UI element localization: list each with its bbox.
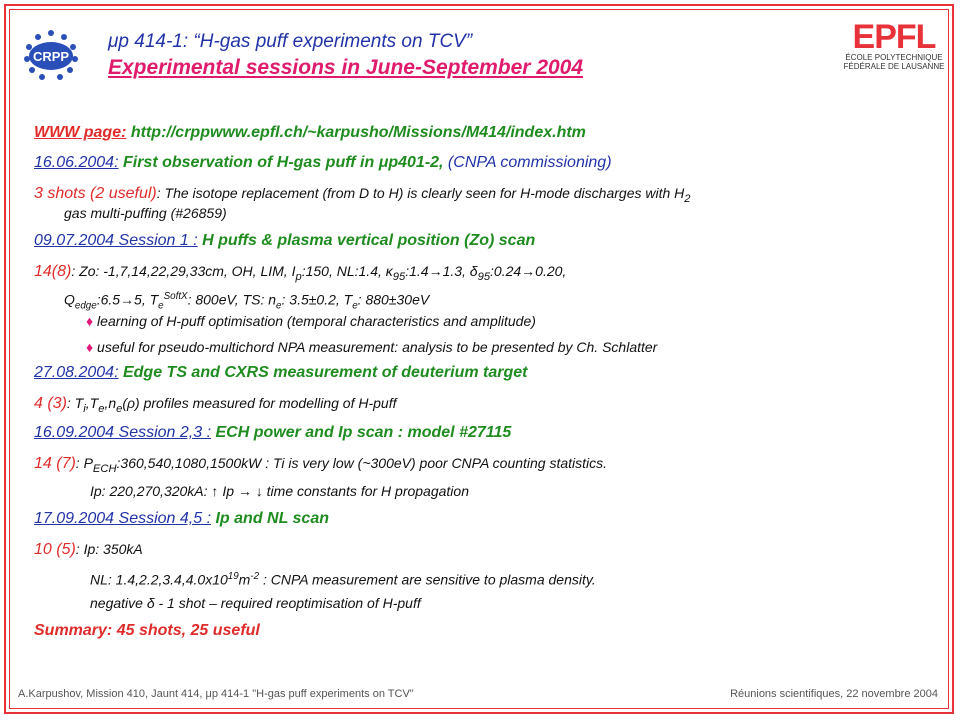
session1-params-d: :0.24→0.20, xyxy=(490,263,567,279)
session1-line xyxy=(34,231,535,251)
session23-sub: ECH xyxy=(92,463,117,476)
session1-params-a: : Zo: -1,7,14,22,29,33cm, OH, LIM, I xyxy=(71,263,296,279)
session23-text: ECH power and Ip scan : model #27115 xyxy=(211,424,512,441)
session45-negative: negative δ - 1 shot – required reoptimisation of H-puff xyxy=(90,595,421,611)
session1-q-a: Q xyxy=(64,291,75,308)
session23-params xyxy=(34,453,607,479)
session23-params-a: : P xyxy=(75,455,93,471)
date2-line xyxy=(34,363,528,383)
session45-nl xyxy=(90,567,596,590)
date2-count: 4 (3) xyxy=(34,395,67,412)
session23-params-b: :360,540,1080,1500kW : Ti is very low (~300eV) poor CNPA counting statistics. xyxy=(116,455,608,471)
bullet-2-icon: ♦ xyxy=(86,339,94,355)
title-block xyxy=(108,30,828,82)
epfl-logo-sub2: FÉDÉRALE DE LAUSANNE xyxy=(843,62,945,70)
date2-params-b: ,T xyxy=(85,395,99,411)
summary: Summary: 45 shots, 25 useful xyxy=(34,622,260,639)
session45-nl-sup: 19 xyxy=(227,571,239,582)
session1-q-sup: SoftX xyxy=(163,291,188,302)
session1-q-sub-e3: e xyxy=(352,300,358,312)
shots1-sub: 2 xyxy=(684,193,691,206)
date2-sub-e: e xyxy=(98,403,105,416)
slide-title: Experimental sessions in June-September 2004 xyxy=(108,56,584,79)
session45-label: 17.09.2004 Session 4,5 : xyxy=(34,510,212,527)
www-url[interactable]: http://crppwww.epfl.ch/~karpusho/Missions/M414/index.htm xyxy=(126,124,586,141)
date2-sub-e2: e xyxy=(116,403,123,416)
session1-label: 09.07.2004 Session 1 : xyxy=(34,232,198,249)
footer-left: A.Karpushov, Mission 410, Jaunt 414, μp 414-1 "H-gas puff experiments on TCV" xyxy=(18,688,414,700)
session45-line xyxy=(34,509,329,529)
date1-label: 16.06.2004: xyxy=(34,154,119,171)
date2-params-d: (ρ) profiles measured for modelling of H-puff xyxy=(122,395,397,411)
session45-ip: : Ip: 350kA xyxy=(75,541,143,557)
session23-ip: Ip: 220,270,320kA: ↑ Ip → ↓ time constants for H propagation xyxy=(90,483,469,499)
session1-params-b: :150, NL:1.4, κ xyxy=(301,263,393,279)
date2-sub-i: i xyxy=(83,403,86,416)
date1-text: First observation of H-gas puff in μp401-2, xyxy=(118,154,444,171)
session1-sub-p: p xyxy=(295,271,302,284)
session1-sub-95b: 95 xyxy=(477,271,491,284)
session45-nl-b: m xyxy=(238,571,251,588)
shots1-cont: gas multi-puffing (#26859) xyxy=(64,205,227,221)
session1-q-e: : 880±30eV xyxy=(357,291,430,308)
session1-q-sub-e2: e xyxy=(276,300,282,312)
session23-label: 16.09.2004 Session 2,3 : xyxy=(34,424,212,441)
bullet-2 xyxy=(86,337,657,357)
session45-text: Ip and NL scan xyxy=(211,510,329,527)
session1-text: H puffs & plasma vertical position (Zo) scan xyxy=(197,232,536,249)
date2-params xyxy=(34,393,397,419)
date2-params-a: : T xyxy=(66,395,84,411)
date2-params-c: ,n xyxy=(104,395,117,411)
date2-label: 27.08.2004: xyxy=(34,364,119,381)
session1-q-sub: edge xyxy=(74,300,97,312)
session23-line xyxy=(34,423,511,443)
shots1-text: : The isotope replacement (from D to H) is clearly seen for H-mode discharges with H xyxy=(156,185,685,201)
session1-params xyxy=(34,261,566,287)
shots1-count: 3 shots (2 useful) xyxy=(34,185,157,202)
session1-q-c: : 800eV, TS: n xyxy=(187,291,277,308)
www-line xyxy=(34,123,586,143)
crpp-logo xyxy=(20,28,82,82)
bullet-1-icon: ♦ xyxy=(86,313,94,329)
bullet-1 xyxy=(86,311,536,331)
slide-subtitle: μp 414-1: “H-gas puff experiments on TCV” xyxy=(108,31,473,52)
date2-text: Edge TS and CXRS measurement of deuterium target xyxy=(118,364,528,381)
session45-nl-sup2: -2 xyxy=(250,571,260,582)
date1-note: (CNPA commissioning) xyxy=(443,154,612,171)
session1-q-d: : 3.5±0.2, T xyxy=(281,291,353,308)
footer-right: Réunions scientifiques, 22 novembre 2004 xyxy=(730,688,938,700)
session1-q-b: :6.5→5, T xyxy=(96,291,159,308)
www-label: WWW page: xyxy=(34,124,127,141)
bullet-1-text: learning of H-puff optimisation (temporal characteristics and amplitude) xyxy=(93,313,536,329)
session1-count: 14(8) xyxy=(34,263,72,280)
session45-nl-a: NL: 1.4,2.2,3.4,4.0x10 xyxy=(90,571,228,588)
session45-count: 10 (5) xyxy=(34,541,76,558)
crpp-logo-text: CRPP xyxy=(32,49,70,64)
epfl-logo-sub1: ÉCOLE POLYTECHNIQUE xyxy=(845,53,943,62)
session1-q-sub-e: e xyxy=(158,300,164,312)
session1-params-c: :1.4→1.3, δ xyxy=(405,263,478,279)
session1-sub-95a: 95 xyxy=(392,271,406,284)
date1-line xyxy=(34,153,612,173)
session23-count: 14 (7) xyxy=(34,455,76,472)
epfl-logo xyxy=(838,14,950,70)
bullet-2-text: useful for pseudo-multichord NPA measurement: analysis to be presented by Ch. Schlatter xyxy=(93,339,658,355)
epfl-logo-text: EPFL xyxy=(852,18,936,56)
session45-params xyxy=(34,539,143,560)
session45-nl-c: : CNPA measurement are sensitive to plasma density. xyxy=(259,571,596,588)
